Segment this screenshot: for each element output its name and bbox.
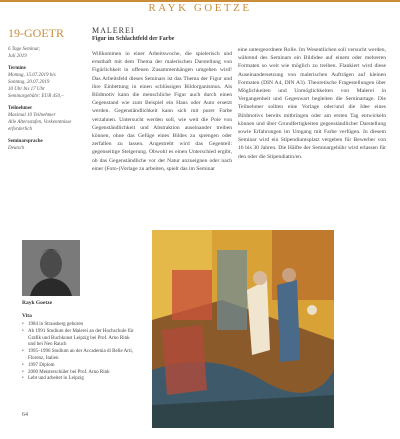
course-title-block [92,26,232,42]
page-number: 64 [22,412,28,418]
language-value: Deutsch [8,146,25,151]
vita-item: • 2000 Meisterschüler bei Prof. Arno Rink [22,370,137,377]
dates-label: Termine [8,66,26,71]
vita-item: • Ab 1991 Studium der Malerei an der Hochschule für Grafik und Buchkunst Leipzig bei Prof. Arno Rink und bei Neo Rauch [22,329,137,349]
header-artist-name: RAYK GOETZE [148,2,252,14]
vita-item: • 1997 Diplom [22,363,137,370]
duration: 6 Tage Seminar, [8,47,40,52]
date-line: 10 Uhr bis 17 Uhr [8,87,45,92]
participants-line: Maximal 10 Teilnehmer [8,113,56,118]
vita-item: • 1995–1996 Studium an der Accademia di Belle Arti, Florenz, Italien [22,349,137,363]
date-line: Sonntag, 20.07.2019 [8,80,50,85]
vita-item: • Lebt und arbeitet in Leipzig [22,376,137,383]
course-title: MALEREI [92,26,135,35]
language-label: Seminarsprache [8,139,43,144]
painting-image [152,230,334,428]
bio-name: Rayk Goetze [22,300,53,306]
course-code: 19-GOETR [8,26,64,40]
fee-line: Seminargebühr: EUR 450,– [8,94,64,99]
vita-item: • 1984 in Strausberg geboren [22,322,137,329]
participants-line: Alle Altersstufen, Vorkenntnisse [8,120,72,125]
date-line: Montag, 15.07.2019 bis [8,73,56,78]
month: Juli 2019 [8,54,27,59]
body-text-right: eine untergeordnete Rolle. Im Wesentlichen soll versucht werden, während des Seminars ein Bildidee auf einem oder mehreren Formaten so weit wie möglich zu treiben. Flankiert wird diese Auseinandersetzung von malerischen Aufträgen auf kleinen Formaten (DIN A4, DIN A3). Theoretische Fragestellungen über Möglichkeiten und Unmöglichkeiten von Malerei in Vergangenheit und Gegenwart begleiten die Seminartage. Die Teilnehmer sollten eine Vorlage oder/und die Idee eines Bildmotivs bereits mitbringen oder am ersten Tag entwickeln können und über Grundfertigkeiten gegenständlicher Darstellung sowie Erfahrungen im Umgang mit Farbe verfügen. In diesem Seminar wird ein Stipendiumsplatz vergeben für Bewerber von 16 bis 30 Jahren. Die Hälfte der Seminargebühr wird erlassen für den oder die Stipendiatin/en. [238,47,386,160]
sidebar [8,26,86,152]
participants-label: Teilnehmer [8,106,33,111]
vita-label: Vita [22,313,32,319]
body-text-middle: Willkommen in einer Arbeitswoche, die spielerisch und ernsthaft mit dem Thema der malerischen Darstellung von Figürlichkeit in offenen Zusammenhängen umgehen wird! Das Arbeitsfeld dieses Seminars ist das Thema der Figur und ihre Einbettung in einen schlüssigen Bildorganismus. Als Bildmotiv kann die menschliche Figur auch durch einen Gegenstand wie zum Beispiel ein Haus oder Auto ersetzt werden. Gegenständlichkeit kann sich mit purer Farbe verzahnen. Untersucht werden soll, wie weit die Pole von Gegenständlichkeit und Abstraktion auseinander treiben können, ohne das Gefüge eines Bildes zu sprengen oder zerfallen zu lassen. Angestrebt wird das Gegenteil: gegenseitige Steigerung. Obwohl es einen Unterschied ergibt, ob das Gegenständliche vor der Natur anzueignen oder nach einer (Foto-)Vorlage zu arbeiten, spielt das im Seminar [92,51,232,172]
vita-list [22,322,137,383]
course-subtitle: Figur im Schlachtfeld der Farbe [92,36,175,42]
artist-portrait [22,240,80,296]
participants-line: erforderlich [8,127,32,132]
